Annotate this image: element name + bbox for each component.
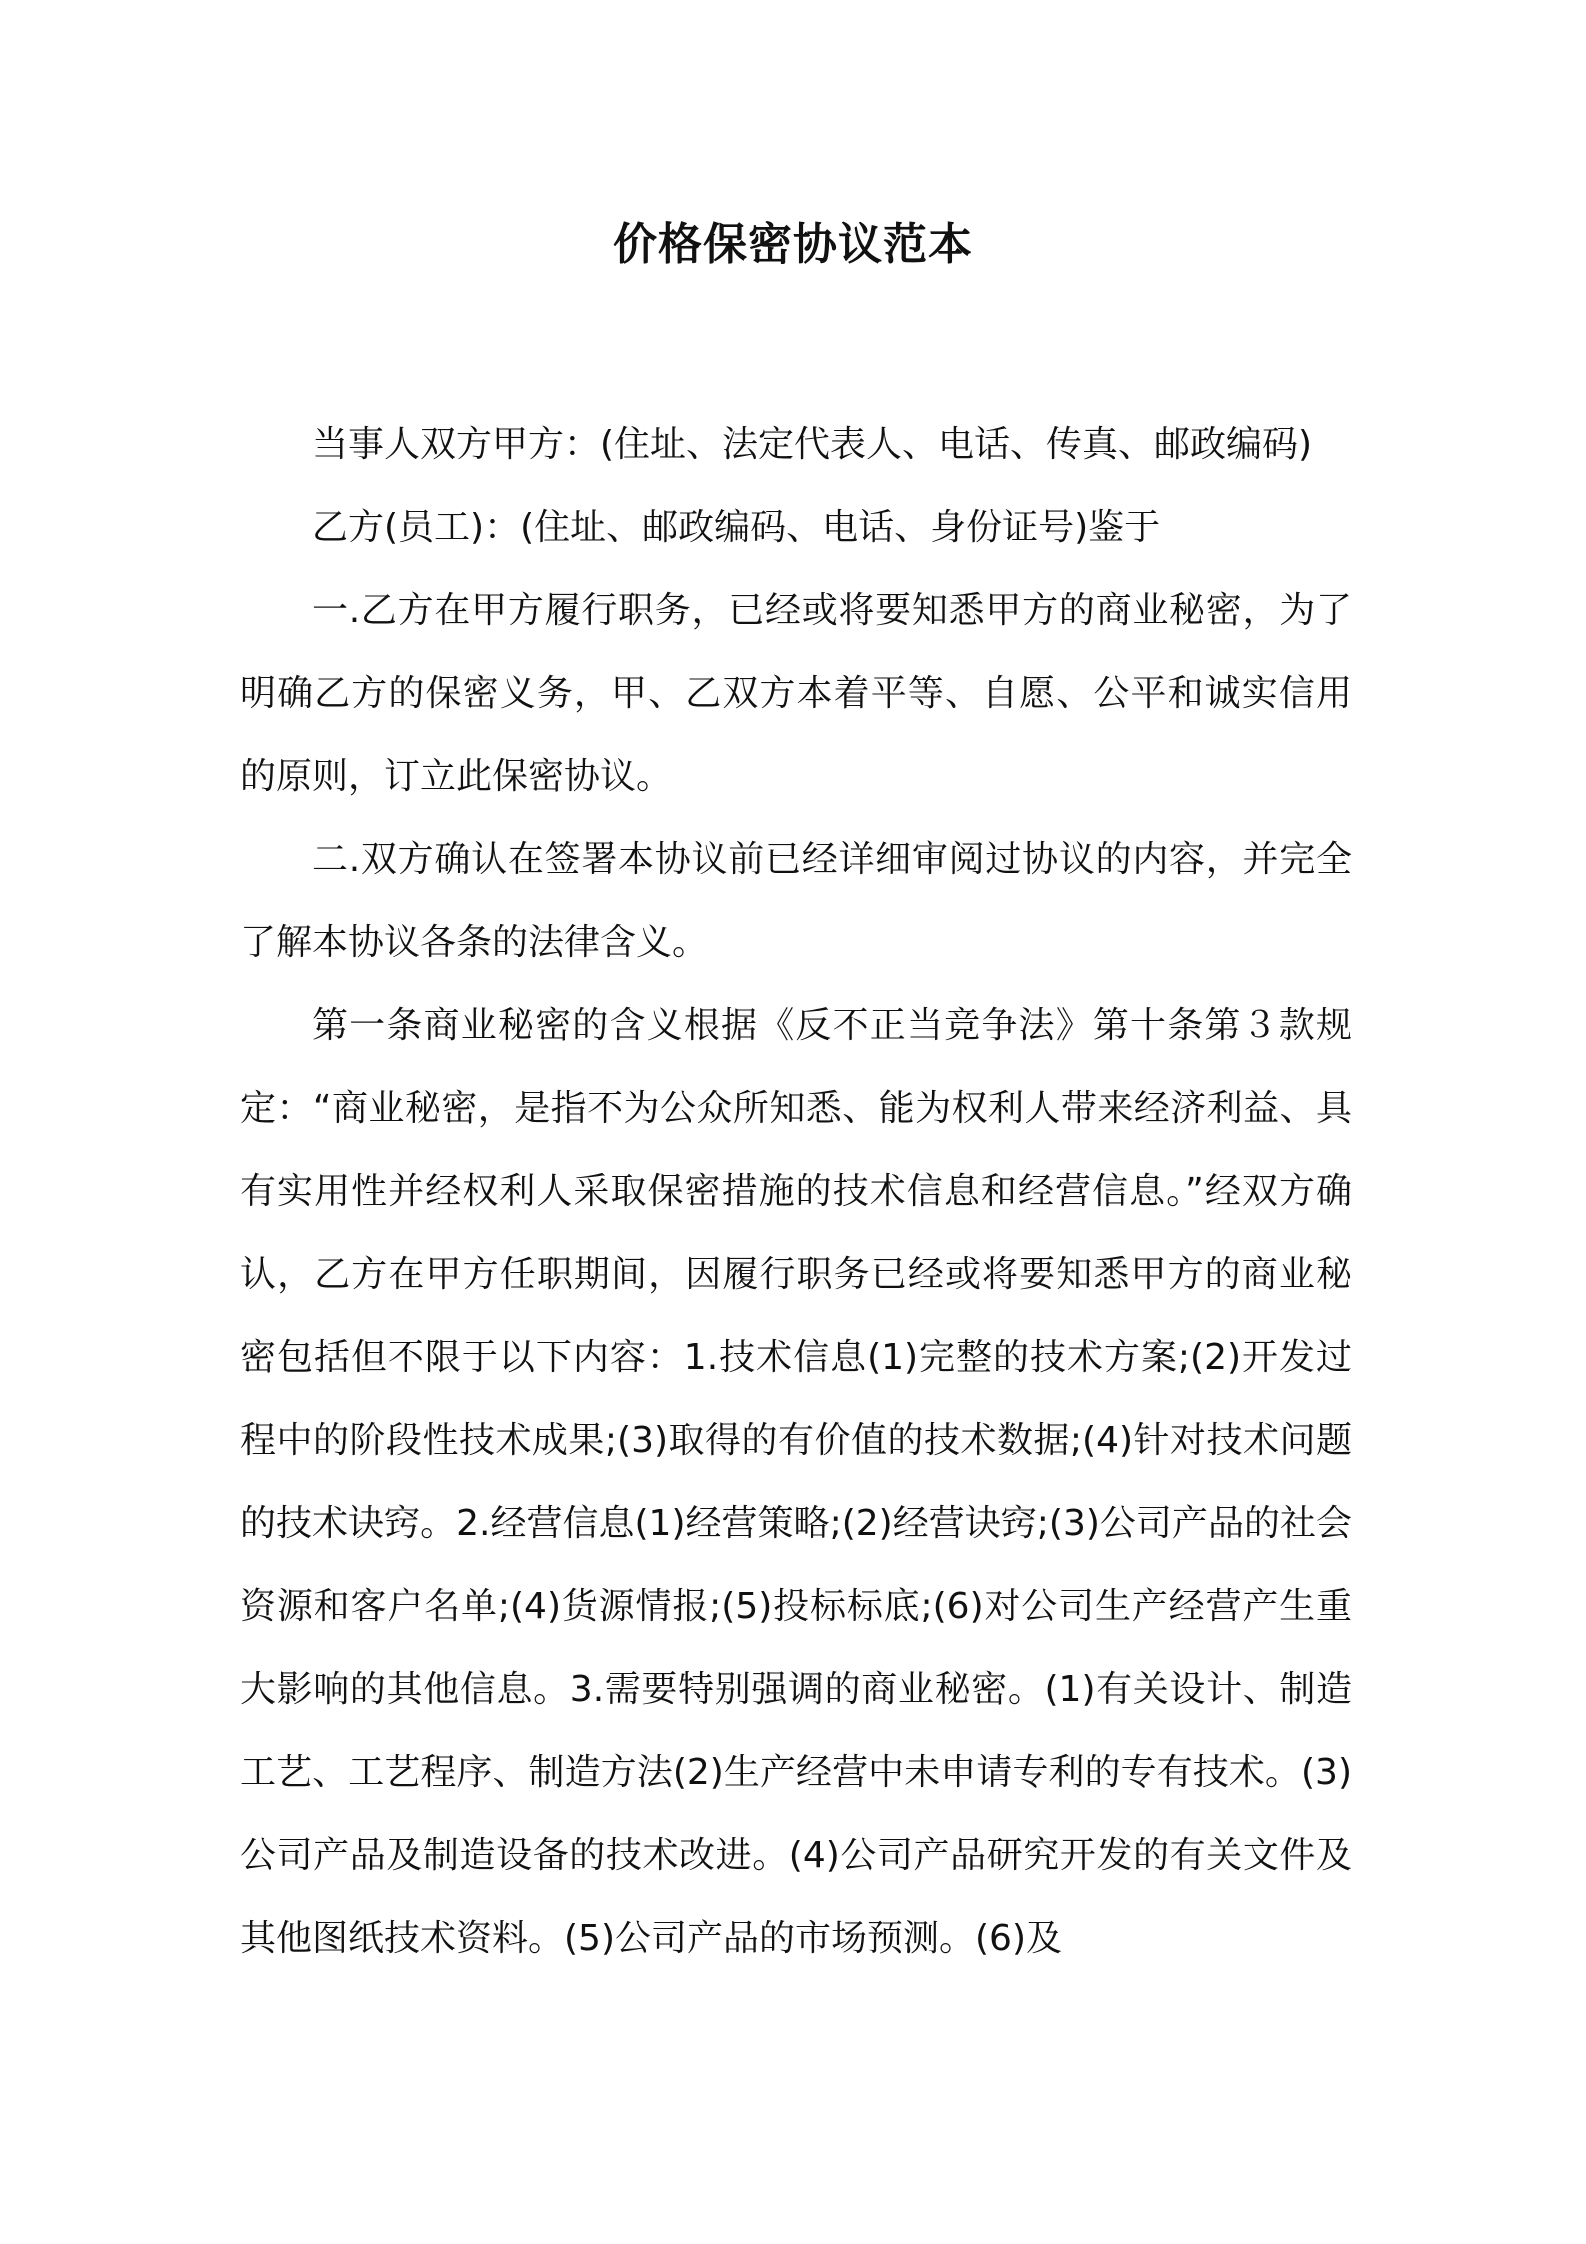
- paragraph-party-b: 乙方(员工)：(住址、邮政编码、电话、身份证号)鉴于: [312, 507, 1161, 548]
- document-title: 价格保密协议范本: [613, 219, 973, 270]
- paragraph-recital-one: 一.乙方在甲方履行职务，已经或将要知悉甲方的商业秘密，为了明确乙方的保密义务，甲、乙双方本着平等、自愿、公平和诚实信用的原则，订立此保密协议。: [240, 590, 1352, 797]
- paragraph-article-one: 第一条商业秘密的含义根据《反不正当竞争法》第十条第３款规定：“商业秘密，是指不为公众所知悉、能为权利人带来经济利益、具有实用性并经权利人采取保密措施的技术信息和经营信息。”经双方确认，乙方在甲方任职期间，因履行职务已经或将要知悉甲方的商业秘密包括但不限于以下内容：1.技术信息(1)完整的技术方案;(2)开发过程中的阶段性技术成果;(3)取得的有价值的技术数据;(4)针对技术问题的技术诀窍。2.经营信息(1)经营策略;(2)经营诀窍;(3)公司产品的社会资源和客户名单;(4)货源情报;(5)投标标底;(6)对公司生产经营产生重大影响的其他信息。3.需要特别强调的商业秘密。(1)有关设计、制造工艺、工艺程序、制造方法(2)生产经营中未申请专利的专有技术。(3)公司产品及制造设备的技术改进。(4)公司产品研究开发的有关文件及其他图纸技术资料。(5)公司产品的市场预测。(6)及: [240, 1005, 1352, 1959]
- paragraph-parties-party-a: 当事人双方甲方：(住址、法定代表人、电话、传真、邮政编码): [312, 424, 1313, 465]
- document-body: [240, 403, 1352, 1980]
- paragraph-recital-two: 二.双方确认在签署本协议前已经详细审阅过协议的内容，并完全了解本协议各条的法律含义。: [240, 839, 1352, 963]
